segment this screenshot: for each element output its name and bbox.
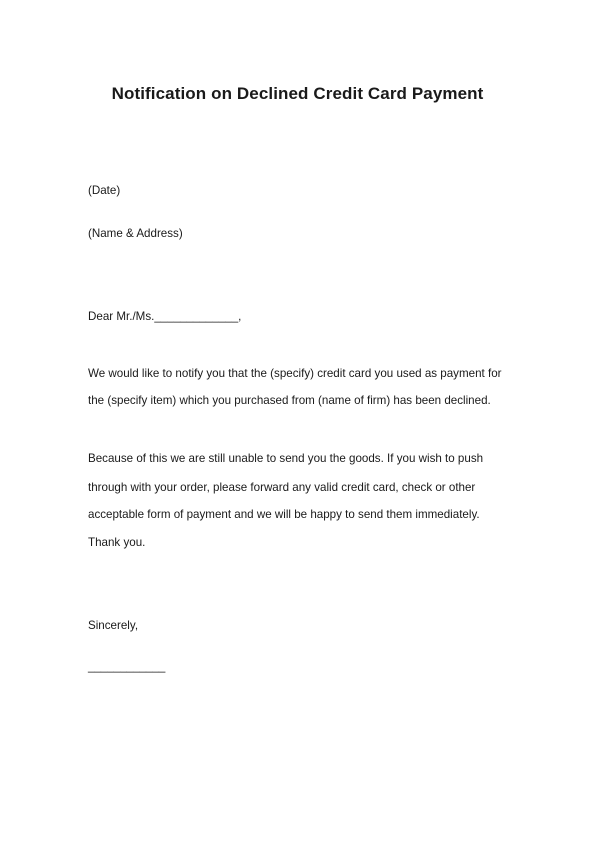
closing: Sincerely, bbox=[88, 619, 139, 632]
paragraph2-line1: Because of this we are still unable to send you the goods. If you wish to push bbox=[88, 452, 484, 465]
name-address-placeholder: (Name & Address) bbox=[88, 227, 183, 240]
paragraph2-line4: Thank you. bbox=[88, 536, 146, 549]
paragraph2-line2: through with your order, please forward any valid credit card, check or other bbox=[88, 481, 476, 494]
salutation: Dear Mr./Ms._____________, bbox=[88, 310, 242, 323]
signature-line: ____________ bbox=[88, 660, 166, 673]
paragraph2-line3: acceptable form of payment and we will be happy to send them immediately. bbox=[88, 508, 480, 521]
date-placeholder: (Date) bbox=[88, 184, 121, 197]
document-title: Notification on Declined Credit Card Payment bbox=[111, 84, 484, 103]
paragraph1-line2: the (specify item) which you purchased from (name of firm) has been declined. bbox=[88, 394, 491, 407]
paragraph1-line1: We would like to notify you that the (specify) credit card you used as payment for bbox=[88, 367, 502, 380]
